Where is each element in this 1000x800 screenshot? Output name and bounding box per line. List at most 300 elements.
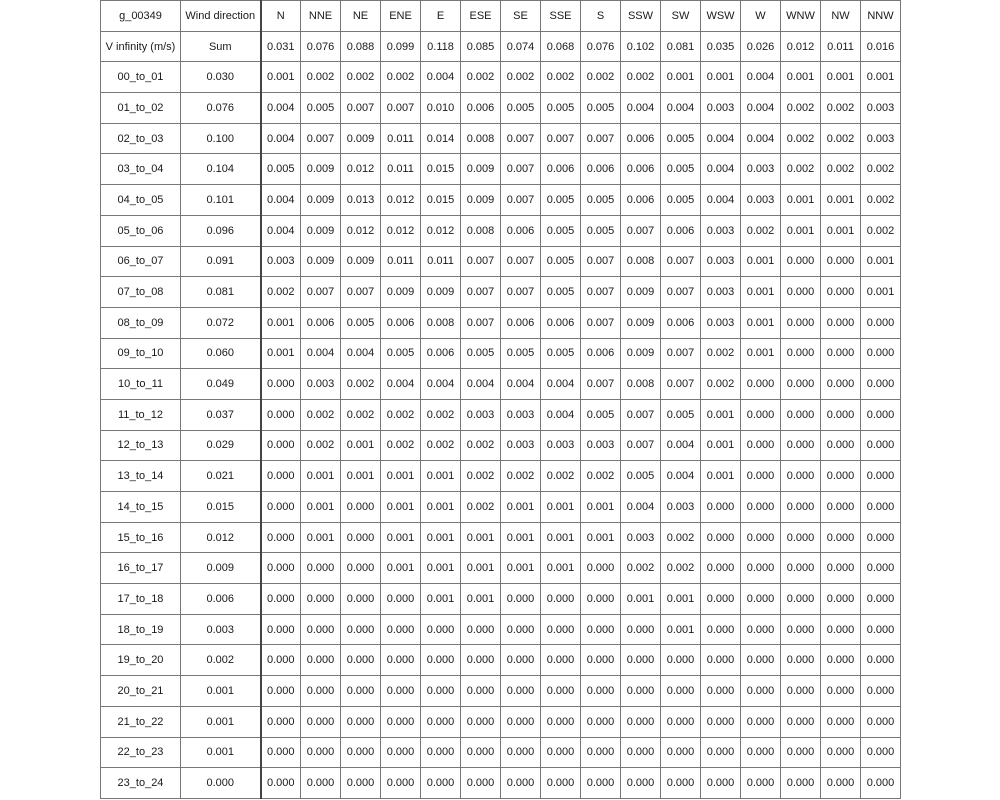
frequency-cell: 0.004 <box>461 369 501 400</box>
frequency-cell: 0.002 <box>381 430 421 461</box>
row-sum: 0.015 <box>181 492 261 523</box>
frequency-cell: 0.001 <box>701 399 741 430</box>
frequency-cell: 0.001 <box>661 584 701 615</box>
frequency-cell: 0.001 <box>261 307 301 338</box>
frequency-cell: 0.006 <box>621 185 661 216</box>
frequency-cell: 0.002 <box>301 430 341 461</box>
frequency-cell: 0.000 <box>581 584 621 615</box>
frequency-cell: 0.004 <box>621 93 661 124</box>
frequency-cell: 0.000 <box>301 706 341 737</box>
frequency-cell: 0.000 <box>261 461 301 492</box>
frequency-cell: 0.004 <box>701 185 741 216</box>
frequency-cell: 0.002 <box>821 93 861 124</box>
frequency-cell: 0.008 <box>621 369 661 400</box>
frequency-cell: 0.000 <box>261 645 301 676</box>
frequency-cell: 0.000 <box>781 522 821 553</box>
speed-bin: 00_to_01 <box>101 62 181 93</box>
row-sum: 0.060 <box>181 338 261 369</box>
frequency-cell: 0.002 <box>701 369 741 400</box>
frequency-cell: 0.000 <box>381 768 421 799</box>
direction-total: 0.035 <box>701 31 741 62</box>
frequency-cell: 0.002 <box>661 522 701 553</box>
frequency-cell: 0.000 <box>781 553 821 584</box>
frequency-cell: 0.000 <box>701 492 741 523</box>
frequency-cell: 0.001 <box>501 492 541 523</box>
frequency-cell: 0.000 <box>701 522 741 553</box>
frequency-cell: 0.012 <box>341 154 381 185</box>
frequency-cell: 0.002 <box>581 62 621 93</box>
frequency-cell: 0.012 <box>381 185 421 216</box>
frequency-cell: 0.004 <box>341 338 381 369</box>
frequency-cell: 0.005 <box>581 215 621 246</box>
frequency-cell: 0.000 <box>341 522 381 553</box>
frequency-cell: 0.002 <box>301 399 341 430</box>
frequency-cell: 0.001 <box>821 215 861 246</box>
frequency-cell: 0.004 <box>741 93 781 124</box>
frequency-cell: 0.005 <box>381 338 421 369</box>
frequency-cell: 0.001 <box>381 522 421 553</box>
frequency-cell: 0.001 <box>741 246 781 277</box>
frequency-cell: 0.007 <box>661 338 701 369</box>
frequency-cell: 0.007 <box>621 399 661 430</box>
frequency-cell: 0.000 <box>461 676 501 707</box>
frequency-cell: 0.002 <box>581 461 621 492</box>
frequency-cell: 0.000 <box>621 706 661 737</box>
frequency-cell: 0.000 <box>781 277 821 308</box>
frequency-cell: 0.000 <box>781 430 821 461</box>
frequency-cell: 0.002 <box>421 430 461 461</box>
frequency-cell: 0.000 <box>861 430 901 461</box>
frequency-cell: 0.000 <box>261 768 301 799</box>
direction-total: 0.011 <box>821 31 861 62</box>
frequency-cell: 0.001 <box>621 584 661 615</box>
frequency-cell: 0.000 <box>541 676 581 707</box>
row-sum: 0.012 <box>181 522 261 553</box>
frequency-cell: 0.000 <box>381 706 421 737</box>
frequency-cell: 0.001 <box>661 614 701 645</box>
frequency-cell: 0.003 <box>301 369 341 400</box>
frequency-cell: 0.002 <box>461 492 501 523</box>
frequency-cell: 0.002 <box>781 154 821 185</box>
frequency-cell: 0.005 <box>541 185 581 216</box>
frequency-cell: 0.003 <box>701 215 741 246</box>
frequency-cell: 0.000 <box>461 645 501 676</box>
frequency-cell: 0.000 <box>301 737 341 768</box>
frequency-cell: 0.001 <box>421 461 461 492</box>
frequency-cell: 0.000 <box>581 706 621 737</box>
frequency-cell: 0.005 <box>501 338 541 369</box>
frequency-cell: 0.002 <box>381 399 421 430</box>
frequency-cell: 0.004 <box>301 338 341 369</box>
frequency-cell: 0.007 <box>301 277 341 308</box>
frequency-cell: 0.000 <box>501 737 541 768</box>
frequency-cell: 0.012 <box>381 215 421 246</box>
direction-header: NE <box>341 1 381 32</box>
frequency-cell: 0.000 <box>661 737 701 768</box>
frequency-cell: 0.008 <box>461 123 501 154</box>
frequency-cell: 0.000 <box>501 676 541 707</box>
speed-bin: 10_to_11 <box>101 369 181 400</box>
frequency-cell: 0.000 <box>821 706 861 737</box>
frequency-cell: 0.002 <box>341 369 381 400</box>
frequency-cell: 0.002 <box>461 62 501 93</box>
frequency-cell: 0.000 <box>621 614 661 645</box>
row-sum: 0.001 <box>181 737 261 768</box>
frequency-cell: 0.003 <box>861 123 901 154</box>
frequency-cell: 0.000 <box>341 706 381 737</box>
frequency-cell: 0.000 <box>301 645 341 676</box>
frequency-cell: 0.015 <box>421 154 461 185</box>
frequency-cell: 0.009 <box>341 123 381 154</box>
row-sum: 0.049 <box>181 369 261 400</box>
frequency-cell: 0.002 <box>821 123 861 154</box>
frequency-cell: 0.001 <box>861 277 901 308</box>
frequency-cell: 0.000 <box>341 584 381 615</box>
frequency-cell: 0.000 <box>341 645 381 676</box>
frequency-cell: 0.015 <box>421 185 461 216</box>
frequency-cell: 0.005 <box>541 215 581 246</box>
frequency-cell: 0.005 <box>541 246 581 277</box>
frequency-cell: 0.000 <box>741 768 781 799</box>
frequency-cell: 0.001 <box>341 461 381 492</box>
frequency-cell: 0.001 <box>421 584 461 615</box>
frequency-cell: 0.008 <box>461 215 501 246</box>
frequency-cell: 0.000 <box>501 584 541 615</box>
frequency-cell: 0.003 <box>541 430 581 461</box>
direction-header: SW <box>661 1 701 32</box>
frequency-cell: 0.001 <box>261 338 301 369</box>
frequency-cell: 0.004 <box>701 154 741 185</box>
frequency-cell: 0.002 <box>821 154 861 185</box>
frequency-cell: 0.000 <box>541 584 581 615</box>
frequency-cell: 0.000 <box>821 430 861 461</box>
row-sum: 0.101 <box>181 185 261 216</box>
frequency-cell: 0.000 <box>781 737 821 768</box>
direction-total: 0.076 <box>301 31 341 62</box>
frequency-cell: 0.000 <box>741 461 781 492</box>
frequency-cell: 0.004 <box>261 185 301 216</box>
frequency-cell: 0.001 <box>541 553 581 584</box>
direction-header: ESE <box>461 1 501 32</box>
frequency-cell: 0.000 <box>341 553 381 584</box>
frequency-cell: 0.001 <box>461 553 501 584</box>
frequency-cell: 0.000 <box>461 614 501 645</box>
frequency-cell: 0.000 <box>421 614 461 645</box>
frequency-cell: 0.000 <box>261 430 301 461</box>
frequency-cell: 0.000 <box>861 584 901 615</box>
frequency-cell: 0.007 <box>461 277 501 308</box>
frequency-cell: 0.000 <box>741 492 781 523</box>
frequency-cell: 0.001 <box>581 492 621 523</box>
frequency-cell: 0.000 <box>541 737 581 768</box>
frequency-cell: 0.000 <box>581 553 621 584</box>
frequency-cell: 0.007 <box>661 277 701 308</box>
frequency-cell: 0.001 <box>301 461 341 492</box>
frequency-cell: 0.001 <box>741 307 781 338</box>
frequency-cell: 0.006 <box>621 123 661 154</box>
frequency-cell: 0.006 <box>541 307 581 338</box>
frequency-cell: 0.000 <box>861 614 901 645</box>
table-row <box>101 154 901 185</box>
frequency-cell: 0.002 <box>741 215 781 246</box>
speed-bin: 12_to_13 <box>101 430 181 461</box>
frequency-cell: 0.007 <box>661 369 701 400</box>
direction-header: W <box>741 1 781 32</box>
frequency-cell: 0.000 <box>261 492 301 523</box>
frequency-cell: 0.000 <box>701 645 741 676</box>
table-row <box>101 215 901 246</box>
frequency-cell: 0.001 <box>781 185 821 216</box>
frequency-cell: 0.007 <box>501 277 541 308</box>
frequency-cell: 0.001 <box>781 62 821 93</box>
frequency-cell: 0.000 <box>701 706 741 737</box>
totals-row <box>101 31 901 62</box>
frequency-cell: 0.004 <box>741 62 781 93</box>
frequency-cell: 0.000 <box>341 614 381 645</box>
frequency-cell: 0.007 <box>581 369 621 400</box>
frequency-cell: 0.007 <box>461 246 501 277</box>
table-row <box>101 645 901 676</box>
frequency-cell: 0.000 <box>781 399 821 430</box>
frequency-cell: 0.000 <box>861 492 901 523</box>
frequency-cell: 0.000 <box>621 676 661 707</box>
frequency-cell: 0.000 <box>701 584 741 615</box>
frequency-cell: 0.000 <box>501 706 541 737</box>
row-sum: 0.001 <box>181 706 261 737</box>
direction-total: 0.099 <box>381 31 421 62</box>
frequency-cell: 0.003 <box>701 277 741 308</box>
frequency-cell: 0.000 <box>661 768 701 799</box>
frequency-cell: 0.000 <box>861 307 901 338</box>
frequency-cell: 0.000 <box>261 706 301 737</box>
frequency-cell: 0.000 <box>741 676 781 707</box>
row-sum: 0.006 <box>181 584 261 615</box>
frequency-cell: 0.004 <box>381 369 421 400</box>
frequency-cell: 0.002 <box>381 62 421 93</box>
frequency-cell: 0.000 <box>781 492 821 523</box>
speed-bin: 03_to_04 <box>101 154 181 185</box>
frequency-cell: 0.000 <box>261 553 301 584</box>
frequency-cell: 0.005 <box>541 93 581 124</box>
frequency-cell: 0.000 <box>421 737 461 768</box>
direction-header: WSW <box>701 1 741 32</box>
frequency-cell: 0.009 <box>301 246 341 277</box>
frequency-cell: 0.000 <box>341 737 381 768</box>
frequency-cell: 0.000 <box>501 768 541 799</box>
frequency-cell: 0.000 <box>341 768 381 799</box>
direction-total: 0.068 <box>541 31 581 62</box>
frequency-cell: 0.000 <box>821 645 861 676</box>
frequency-cell: 0.000 <box>261 584 301 615</box>
frequency-cell: 0.007 <box>381 93 421 124</box>
frequency-cell: 0.007 <box>461 307 501 338</box>
frequency-cell: 0.009 <box>301 154 341 185</box>
frequency-cell: 0.000 <box>861 369 901 400</box>
frequency-cell: 0.009 <box>621 277 661 308</box>
frequency-cell: 0.012 <box>341 215 381 246</box>
table-row <box>101 338 901 369</box>
frequency-cell: 0.007 <box>301 123 341 154</box>
frequency-cell: 0.001 <box>381 461 421 492</box>
frequency-cell: 0.001 <box>581 522 621 553</box>
direction-header: S <box>581 1 621 32</box>
frequency-cell: 0.000 <box>621 768 661 799</box>
frequency-cell: 0.000 <box>421 645 461 676</box>
frequency-cell: 0.005 <box>581 185 621 216</box>
row-sum: 0.037 <box>181 399 261 430</box>
frequency-cell: 0.000 <box>821 338 861 369</box>
frequency-cell: 0.001 <box>421 492 461 523</box>
frequency-cell: 0.000 <box>341 676 381 707</box>
frequency-cell: 0.001 <box>261 62 301 93</box>
frequency-cell: 0.000 <box>261 522 301 553</box>
frequency-cell: 0.004 <box>421 369 461 400</box>
table-row <box>101 185 901 216</box>
direction-total: 0.074 <box>501 31 541 62</box>
frequency-cell: 0.002 <box>861 215 901 246</box>
speed-bin: 13_to_14 <box>101 461 181 492</box>
frequency-cell: 0.001 <box>861 62 901 93</box>
frequency-cell: 0.007 <box>501 154 541 185</box>
frequency-cell: 0.007 <box>621 430 661 461</box>
table-row <box>101 62 901 93</box>
speed-bin: 17_to_18 <box>101 584 181 615</box>
row-sum: 0.076 <box>181 93 261 124</box>
direction-header: N <box>261 1 301 32</box>
frequency-cell: 0.003 <box>741 154 781 185</box>
frequency-cell: 0.003 <box>261 246 301 277</box>
frequency-cell: 0.001 <box>421 553 461 584</box>
speed-bin: 01_to_02 <box>101 93 181 124</box>
frequency-cell: 0.009 <box>621 338 661 369</box>
frequency-cell: 0.000 <box>861 522 901 553</box>
frequency-cell: 0.000 <box>741 584 781 615</box>
frequency-cell: 0.005 <box>501 93 541 124</box>
frequency-cell: 0.000 <box>821 369 861 400</box>
frequency-cell: 0.002 <box>541 461 581 492</box>
frequency-cell: 0.000 <box>781 584 821 615</box>
frequency-cell: 0.002 <box>781 123 821 154</box>
frequency-cell: 0.006 <box>421 338 461 369</box>
frequency-cell: 0.009 <box>341 246 381 277</box>
frequency-cell: 0.000 <box>301 553 341 584</box>
frequency-cell: 0.002 <box>621 62 661 93</box>
direction-header: ENE <box>381 1 421 32</box>
frequency-cell: 0.004 <box>661 461 701 492</box>
frequency-cell: 0.001 <box>821 62 861 93</box>
frequency-cell: 0.001 <box>501 553 541 584</box>
row-sum: 0.003 <box>181 614 261 645</box>
frequency-cell: 0.002 <box>501 62 541 93</box>
direction-header-row <box>101 1 901 32</box>
frequency-cell: 0.000 <box>581 645 621 676</box>
table-row <box>101 768 901 799</box>
table-row <box>101 307 901 338</box>
frequency-cell: 0.001 <box>701 430 741 461</box>
frequency-cell: 0.004 <box>261 123 301 154</box>
frequency-cell: 0.003 <box>501 430 541 461</box>
frequency-cell: 0.000 <box>701 676 741 707</box>
table-row <box>101 614 901 645</box>
frequency-cell: 0.007 <box>501 185 541 216</box>
frequency-cell: 0.003 <box>701 307 741 338</box>
frequency-cell: 0.004 <box>421 62 461 93</box>
row-sum: 0.091 <box>181 246 261 277</box>
frequency-cell: 0.000 <box>261 614 301 645</box>
frequency-cell: 0.000 <box>261 399 301 430</box>
frequency-cell: 0.000 <box>301 584 341 615</box>
frequency-cell: 0.007 <box>501 246 541 277</box>
frequency-cell: 0.002 <box>461 461 501 492</box>
direction-total: 0.076 <box>581 31 621 62</box>
frequency-cell: 0.006 <box>581 338 621 369</box>
direction-header: NNE <box>301 1 341 32</box>
frequency-cell: 0.000 <box>741 737 781 768</box>
frequency-cell: 0.005 <box>581 399 621 430</box>
direction-header: WNW <box>781 1 821 32</box>
direction-header: SSE <box>541 1 581 32</box>
frequency-cell: 0.005 <box>661 185 701 216</box>
direction-header: NW <box>821 1 861 32</box>
table-row <box>101 93 901 124</box>
frequency-cell: 0.003 <box>861 93 901 124</box>
frequency-cell: 0.000 <box>541 614 581 645</box>
frequency-cell: 0.007 <box>501 123 541 154</box>
frequency-cell: 0.009 <box>381 277 421 308</box>
frequency-cell: 0.007 <box>581 123 621 154</box>
frequency-cell: 0.000 <box>821 614 861 645</box>
frequency-cell: 0.002 <box>621 553 661 584</box>
frequency-cell: 0.008 <box>621 246 661 277</box>
frequency-cell: 0.000 <box>421 676 461 707</box>
frequency-cell: 0.001 <box>301 522 341 553</box>
frequency-cell: 0.002 <box>341 399 381 430</box>
frequency-cell: 0.000 <box>741 522 781 553</box>
frequency-cell: 0.001 <box>381 492 421 523</box>
speed-bin: 09_to_10 <box>101 338 181 369</box>
row-sum: 0.001 <box>181 676 261 707</box>
frequency-cell: 0.000 <box>381 737 421 768</box>
direction-total: 0.118 <box>421 31 461 62</box>
frequency-cell: 0.000 <box>741 369 781 400</box>
frequency-cell: 0.002 <box>861 154 901 185</box>
frequency-cell: 0.004 <box>541 399 581 430</box>
frequency-cell: 0.000 <box>661 645 701 676</box>
speed-bin: 02_to_03 <box>101 123 181 154</box>
table-row <box>101 430 901 461</box>
frequency-cell: 0.005 <box>541 277 581 308</box>
table-row <box>101 277 901 308</box>
frequency-cell: 0.005 <box>661 123 701 154</box>
frequency-cell: 0.000 <box>421 706 461 737</box>
frequency-cell: 0.001 <box>541 492 581 523</box>
frequency-cell: 0.000 <box>821 277 861 308</box>
frequency-cell: 0.006 <box>661 215 701 246</box>
frequency-cell: 0.005 <box>621 461 661 492</box>
frequency-cell: 0.001 <box>701 62 741 93</box>
direction-total: 0.088 <box>341 31 381 62</box>
frequency-cell: 0.006 <box>381 307 421 338</box>
frequency-cell: 0.011 <box>381 246 421 277</box>
frequency-cell: 0.000 <box>701 553 741 584</box>
frequency-cell: 0.000 <box>581 737 621 768</box>
frequency-cell: 0.000 <box>701 614 741 645</box>
speed-bin: 23_to_24 <box>101 768 181 799</box>
frequency-cell: 0.000 <box>501 645 541 676</box>
frequency-cell: 0.000 <box>381 614 421 645</box>
frequency-cell: 0.002 <box>541 62 581 93</box>
frequency-cell: 0.001 <box>741 277 781 308</box>
